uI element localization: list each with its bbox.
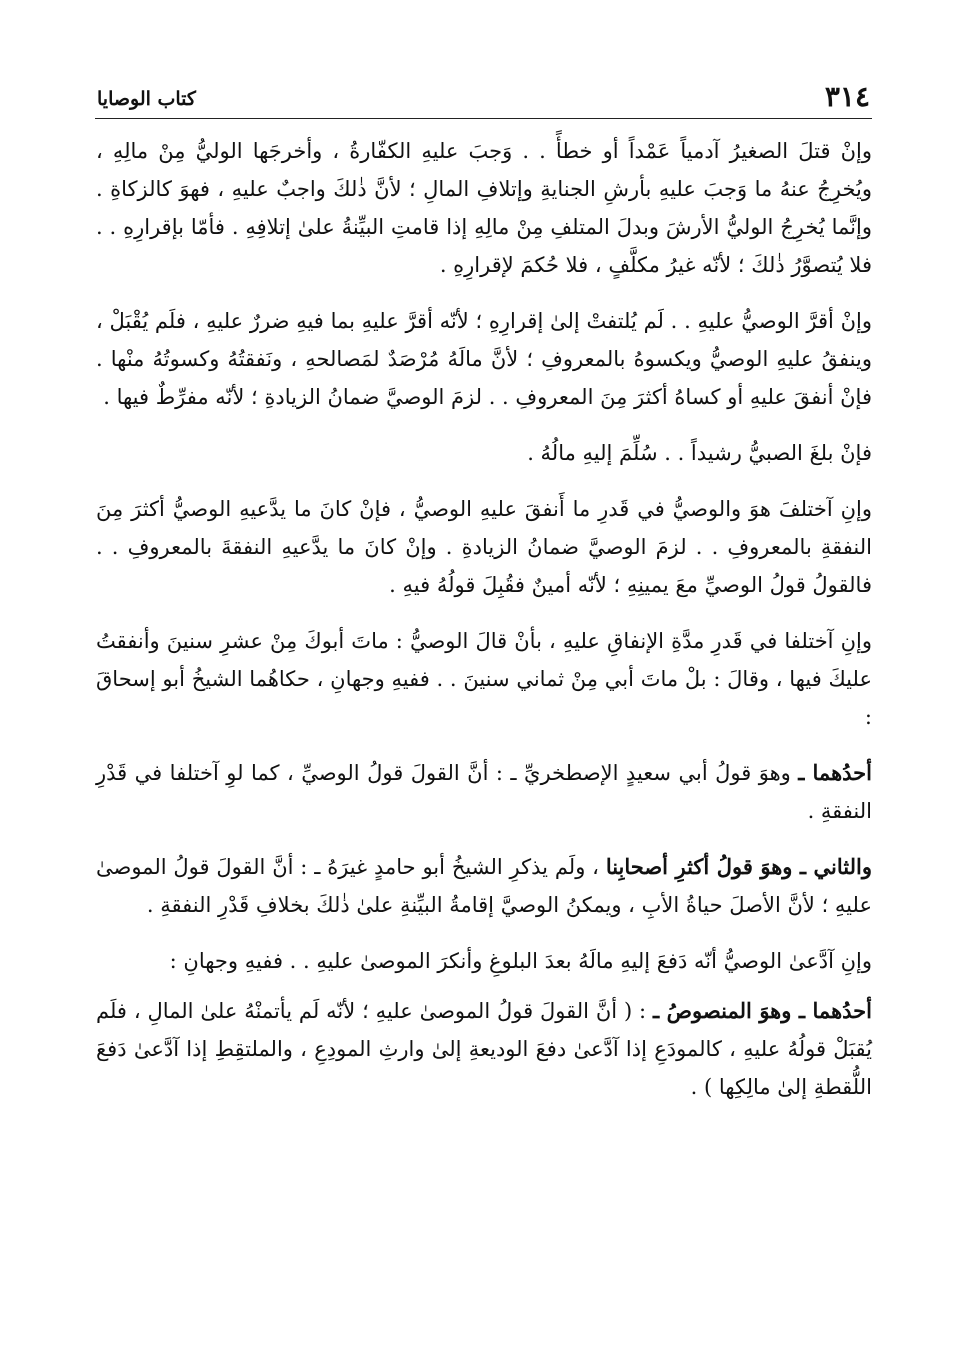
paragraph-7-text: ، ولَم يذكرِ الشيخُ أبو حامدٍ غيرَهُ ـ : أنَّ القولَ قولُ الموصىٰ عليهِ ؛ لأنَّ الأصلَ حياةُ الأبِ ، ويمكنُ الوصيَّ إقامةُ البيِّنةِ علىٰ ذٰلكَ بخلافِ قَدْرِ النفقةِ . <box>96 855 872 917</box>
paragraph-9 <box>96 992 872 1106</box>
page-header <box>95 78 872 119</box>
page-number: ٣١٤ <box>824 80 870 113</box>
paragraph-5-text: وإنِ آختلفا في قَدرِ مدَّةِ الإنفاقِ عليهِ ، بأنْ قالَ الوصيُّ : ماتَ أبوكَ مِنْ عشرِ سنينَ وأنفقتُ عليكَ فيها ، وقالَ : بلْ ماتَ أبي مِنْ ثماني سنينَ . . ففيهِ وجهانِ ، حكاهُما الشيخُ أبو إسحاقَ : <box>96 629 872 729</box>
paragraph-2 <box>96 302 872 416</box>
paragraph-9-lead: أحدُهما ـ وهوَ المنصوصُ ـ <box>653 998 872 1023</box>
paragraph-6 <box>96 754 872 830</box>
paragraph-3 <box>96 434 872 472</box>
paragraph-4-text: وإنِ آختلفَ هوَ والوصيُّ في قَدرِ ما أَنفقَ عليهِ الوصيُّ ، فإنْ كانَ ما يدَّعيهِ الوصيُّ أكثرَ مِنَ النفقةِ بالمعروفِ . . لزمَ الوصيَّ ضمانُ الزيادةِ . وإنْ كانَ ما يدَّعيهِ النفقةَ بالمعروفِ . . فالقولُ قولُ الوصيِّ معَ يمينِهِ ؛ لأنّه أمينٌ فقُبِلَ قولُهُ فيهِ . <box>96 497 872 597</box>
paragraph-2-text: وإنْ أقرَّ الوصيُّ عليهِ . . لَم يُلتفتْ إلىٰ إقرارِهِ ؛ لأنّه أقرَّ عليهِ بما فيهِ ضررٌ عليهِ ، فلَم يُقْبَلْ ، وينفقُ عليهِ الوصيُّ ويكسوهُ بالمعروفِ ؛ لأنَّ مالَهُ مُرْصَدٌ لمَصالحهِ ، ونَفقتُهُ وكسوتُهُ منْها . فإنْ أنفقَ عليهِ أو كساهُ أكثرَ مِنَ المعروفِ . . لزمَ الوصيَّ ضمانُ الزيادةِ ؛ لأنّه مفرِّطٌ فيها . <box>96 309 872 409</box>
running-title: كتاب الوصايا <box>97 88 196 110</box>
paragraph-3-text: فإنْ بلغَ الصبيُّ رشيداً . . سُلِّمَ إليهِ مالُهُ . <box>527 441 872 465</box>
paragraph-7-lead: والثاني ـ وهوَ قولُ أكثرِ أصحابِنا <box>605 854 872 879</box>
paragraph-6-lead: أحدُهما ـ <box>798 760 872 785</box>
paragraph-8 <box>96 942 872 980</box>
paragraph-6-text: وهوَ قولُ أبي سعيدٍ الإصطخريِّ ـ : أنَّ القولَ قولُ الوصيِّ ، كما لوِ آختلفا في قَدْرِ النفقةِ . <box>96 761 872 823</box>
paragraph-9-text: : ( أنَّ القولَ قولُ الموصىٰ عليهِ ؛ لأنّه لَم يأتمنْهُ علىٰ المالِ ، فلَم يُقبَلْ قولُهُ عليهِ ، كالمودَعِ إذا آدَّعىٰ دفعَ الوديعةِ إلىٰ وارثِ المودِعِ ، والملتقِطِ إذا آدَّعىٰ دَفعَ اللُّقطةِ إلىٰ مالِكِها ) . <box>96 999 872 1099</box>
paragraph-4 <box>96 490 872 604</box>
paragraph-1 <box>96 132 872 284</box>
paragraph-8-text: وإنِ آدَّعىٰ الوصيُّ أنّه دَفعَ إليهِ مالَهُ بعدَ البلوغِ وأنكرَ الموصىٰ عليهِ . . ففيهِ وجهانِ : <box>169 949 872 973</box>
page-body <box>96 132 872 1118</box>
paragraph-5 <box>96 622 872 736</box>
paragraph-7 <box>96 848 872 924</box>
paragraph-1-text: وإنْ قتلَ الصغيرُ آدمياً عَمْداً أو خطأً . . وَجبَ عليهِ الكفّارةُ ، وأخرجَها الوليُّ مِنْ مالِهِ ، ويُخرِجُ عنهُ ما وَجبَ عليهِ بأرشِ الجنايةِ وإتلافِ المالِ ؛ لأنَّ ذٰلكَ واجبٌ عليهِ ، فهوَ كالزكاةِ . وإنَّما يُخرِجُ الوليُّ الأرشَ وبدلَ المتلفِ مِنْ مالِهِ إذا قامتِ البيِّنةُ علىٰ إتلافِهِ . فأمّا بإقرارِهِ . . فلا يُتصوَّرُ ذٰلكَ ؛ لأنّه غيرُ مكلَّفٍ ، فلا حُكمَ لإقرارِهِ . <box>96 139 872 277</box>
